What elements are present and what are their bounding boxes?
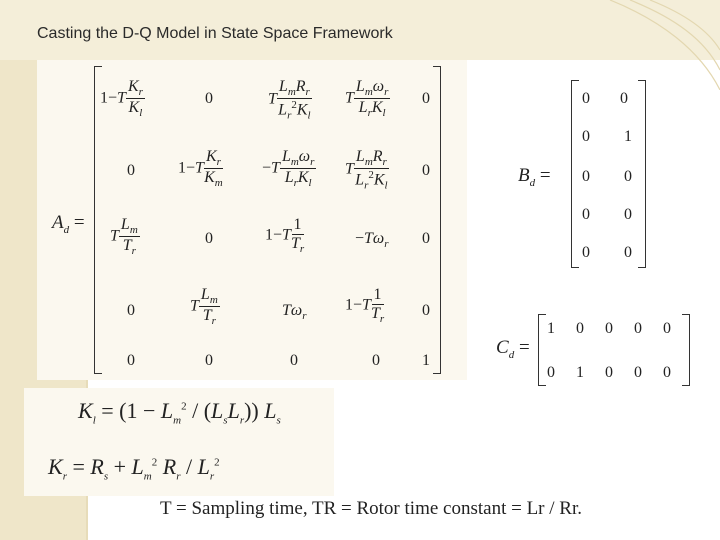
ad-label: $A_d$ =	[52, 212, 85, 236]
bd-cell-1-1: 0	[582, 90, 590, 107]
kl-equation: $K_l = (1 - L_m^2 / (L_sL_r))$ $L_s$	[78, 398, 281, 427]
bd-cell-5-1: 0	[582, 244, 590, 261]
ad-cell-4-1: 0	[127, 302, 135, 319]
ad-right-bracket	[433, 66, 441, 374]
ad-cell-5-4: 0	[372, 352, 380, 369]
footnote-definitions: T = Sampling time, TR = Rotor time constant = Lr / Rr.	[160, 498, 582, 519]
ad-cell-2-2: 1−T $\frac{K_r}{K_m}$	[178, 148, 223, 190]
kr-equation: $K_r = R_s + L_m^2$ $R_r / L_r^2$	[48, 454, 220, 483]
ad-cell-1-3: T $\frac{L_mR_r}{L_r^2K_l}$	[268, 78, 311, 122]
ad-cell-4-4: 1−T $\frac{1}{T_r}$	[345, 286, 385, 326]
slide-title: Casting the D-Q Model in State Space Framework	[37, 25, 393, 42]
ad-cell-2-4: T $\frac{L_mR_r}{L_r^2K_l}$	[345, 148, 388, 192]
corner-decoration	[600, 0, 720, 90]
cd-right-bracket	[682, 314, 690, 386]
ad-cell-1-2: 0	[205, 90, 213, 107]
cd-cell-1-4: 0	[634, 320, 642, 337]
ad-cell-5-2: 0	[205, 352, 213, 369]
ad-cell-5-1: 0	[127, 352, 135, 369]
ad-cell-5-5: 1	[422, 352, 430, 369]
bd-cell-2-2: 1	[624, 128, 632, 145]
cd-cell-1-5: 0	[663, 320, 671, 337]
cd-label: $C_d$ =	[496, 337, 530, 361]
ad-cell-3-3: 1−T $\frac{1}{T_r}$	[265, 216, 305, 256]
ad-cell-3-4: $-T\omega_r$	[355, 230, 389, 251]
cd-cell-1-1: 1	[547, 320, 555, 337]
ad-cell-2-1: 0	[127, 162, 135, 179]
ad-cell-4-5: 0	[422, 302, 430, 319]
ad-cell-2-5: 0	[422, 162, 430, 179]
ad-cell-2-3: −T $\frac{L_m\omega_r}{L_rK_l}$	[262, 148, 315, 190]
cd-cell-2-4: 0	[634, 364, 642, 381]
cd-cell-1-3: 0	[605, 320, 613, 337]
bd-cell-4-2: 0	[624, 206, 632, 223]
bd-cell-1-2: 0	[620, 90, 628, 107]
bd-left-bracket	[571, 80, 579, 268]
bd-cell-4-1: 0	[582, 206, 590, 223]
ad-cell-4-2: T $\frac{L_m}{T_r}$	[190, 286, 218, 328]
ad-cell-4-3: $T\omega_r$	[282, 302, 307, 323]
cd-left-bracket	[538, 314, 546, 386]
cd-cell-2-1: 0	[547, 364, 555, 381]
bd-right-bracket	[638, 80, 646, 268]
ad-cell-3-2: 0	[205, 230, 213, 247]
cd-cell-2-2: 1	[576, 364, 584, 381]
cd-cell-1-2: 0	[576, 320, 584, 337]
ad-cell-3-5: 0	[422, 230, 430, 247]
bd-cell-5-2: 0	[624, 244, 632, 261]
ad-cell-1-5: 0	[422, 90, 430, 107]
ad-cell-1-1: 1−T $\frac{K_r}{K_l}$	[100, 78, 143, 120]
bd-cell-3-1: 0	[582, 168, 590, 185]
ad-cell-5-3: 0	[290, 352, 298, 369]
bd-cell-2-1: 0	[582, 128, 590, 145]
ad-cell-1-4: T $\frac{L_m\omega_r}{L_rK_l}$	[345, 78, 389, 120]
bd-label: $B_d$ =	[518, 165, 551, 189]
cd-cell-2-3: 0	[605, 364, 613, 381]
ad-cell-3-1: T $\frac{L_m}{T_r}$	[110, 216, 138, 258]
cd-cell-2-5: 0	[663, 364, 671, 381]
bd-cell-3-2: 0	[624, 168, 632, 185]
